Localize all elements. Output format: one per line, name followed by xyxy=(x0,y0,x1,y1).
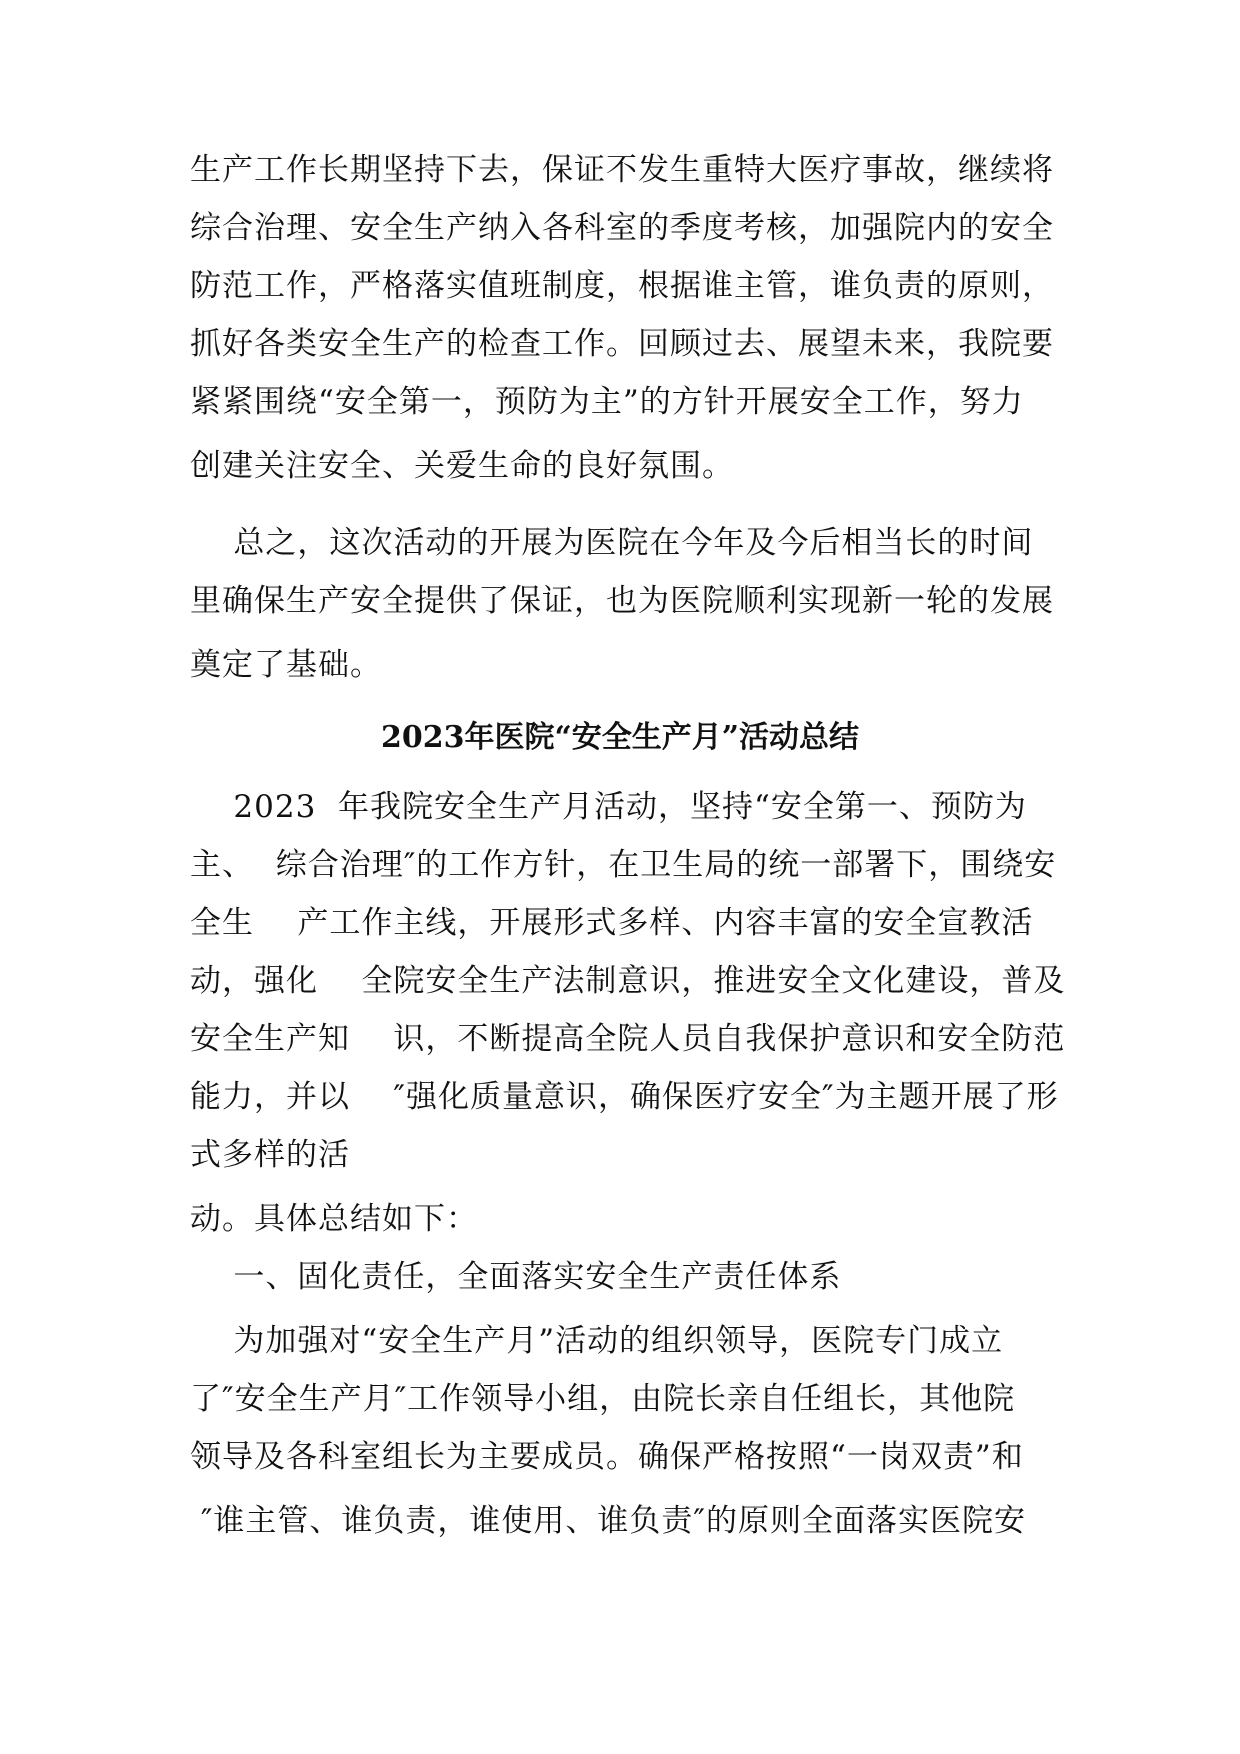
paragraph-line: 了″安全生产月″工作领导小组，由院长亲自任组长，其他院 xyxy=(190,1381,1016,1417)
paragraph-line: 能力，并以 ″强化质量意识，确保医疗安全″为主题开展了形 xyxy=(190,1079,1059,1115)
paragraph-line: 创建关注安全、关爱生命的良好氛围。 xyxy=(190,448,734,484)
paragraph-line: 式多样的活 xyxy=(190,1137,350,1173)
subheading: 一、固化责任，全面落实安全生产责任体系 xyxy=(190,1259,842,1295)
paragraph-line: 紧紧围绕“安全第一，预防为主”的方针开展安全工作，努力 xyxy=(190,384,1024,420)
paragraph-line: 主、 综合治理″的工作方针，在卫生局的统一部署下，围绕安 xyxy=(190,847,1057,883)
paragraph-line: 奠定了基础。 xyxy=(190,647,382,683)
paragraph-line: 领导及各科室组长为主要成员。确保严格按照“一岗双责”和 xyxy=(190,1439,1024,1475)
section-title: 2023年医院“安全生产月”活动总结 xyxy=(380,720,859,755)
paragraph-line: 里确保生产安全提供了保证，也为医院顺利实现新一轮的发展 xyxy=(190,583,1054,619)
paragraph-line: 生产工作长期坚持下去，保证不发生重特大医疗事故，继续将 xyxy=(190,152,1054,188)
paragraph-line: 为加强对“安全生产月”活动的组织领导，医院专门成立 xyxy=(190,1323,1004,1359)
paragraph-line: 综合治理、安全生产纳入各科室的季度考核，加强院内的安全 xyxy=(190,210,1054,246)
paragraph-line: 动。具体总结如下： xyxy=(190,1201,478,1237)
paragraph-line: 安全生产知 识，不断提高全院人员自我保护意识和安全防范 xyxy=(190,1021,1066,1057)
paragraph-line: 防范工作，严格落实值班制度，根据谁主管，谁负责的原则， xyxy=(190,268,1054,304)
paragraph-line: 总之，这次活动的开展为医院在今年及今后相当长的时间 xyxy=(190,525,1034,561)
paragraph-line: ″谁主管、谁负责，谁使用、谁负责″的原则全面落实医院安 xyxy=(190,1503,1027,1539)
paragraph-line: 动，强化 全院安全生产法制意识，推进安全文化建设，普及 xyxy=(190,963,1066,999)
paragraph-line: 2023 年我院安全生产月活动，坚持“安全第一、预防为 xyxy=(190,789,1027,825)
paragraph-line: 全生 产工作主线，开展形式多样、内容丰富的安全宣教活 xyxy=(190,905,1034,941)
paragraph-line: 抓好各类安全生产的检查工作。回顾过去、展望未来，我院要 xyxy=(190,326,1054,362)
